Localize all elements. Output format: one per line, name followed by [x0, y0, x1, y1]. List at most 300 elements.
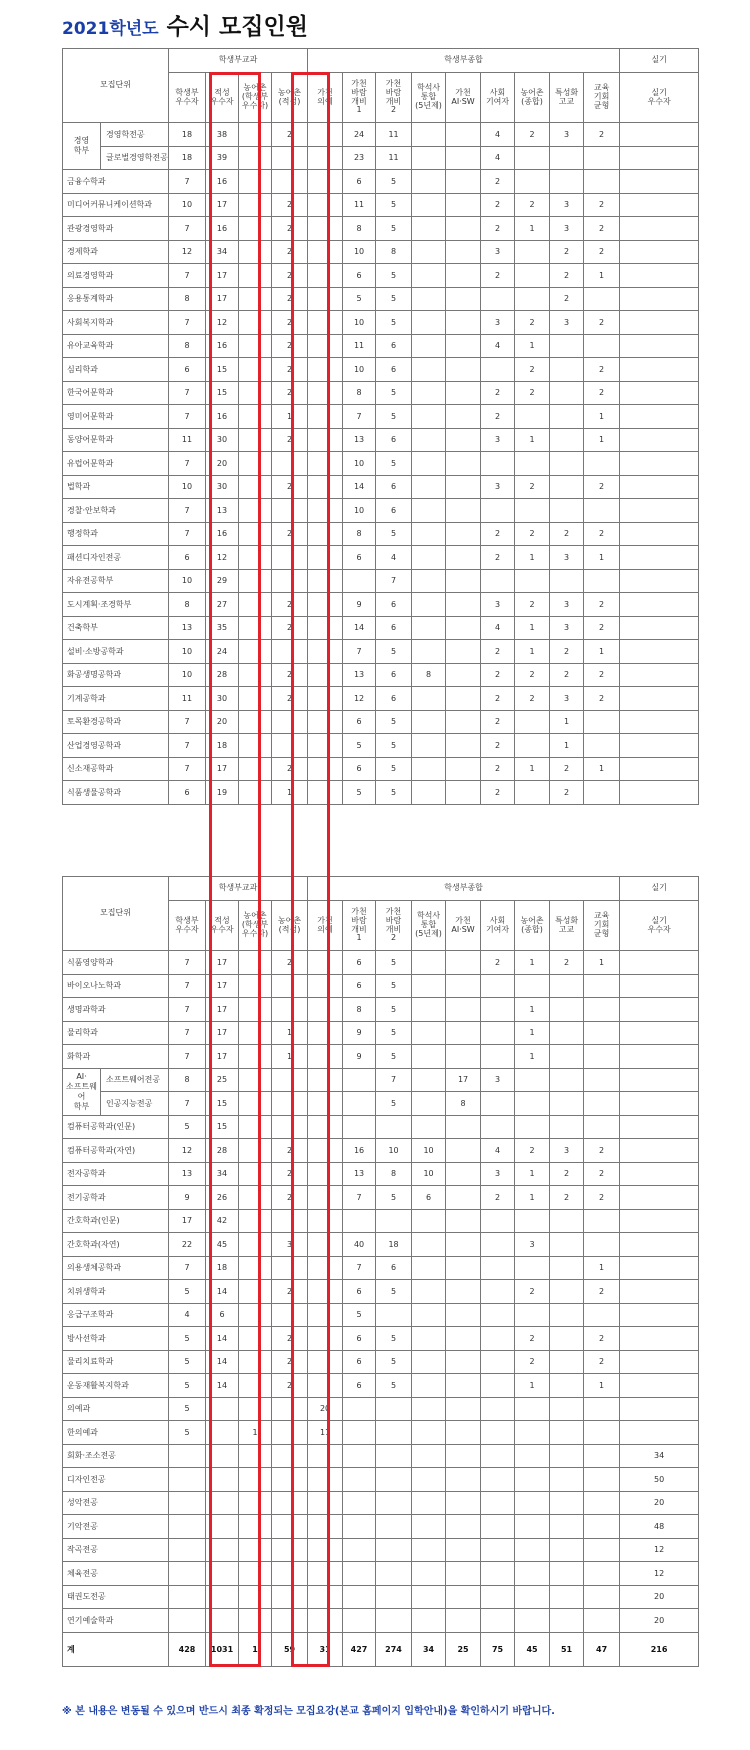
row-value — [376, 1444, 412, 1468]
header-col: 가천 바람 개비 2 — [376, 901, 412, 951]
row-value: 2 — [515, 311, 550, 335]
row-value: 38 — [206, 123, 239, 147]
row-value — [206, 1491, 239, 1515]
row-value: 2 — [550, 1162, 584, 1186]
row-value — [343, 1092, 376, 1116]
row-value — [584, 334, 620, 358]
row-value: 30 — [206, 687, 239, 711]
row-value — [550, 1327, 584, 1351]
row-value — [308, 1233, 343, 1257]
row-value — [446, 499, 481, 523]
row-value — [376, 1115, 412, 1139]
row-value — [412, 1045, 446, 1069]
row-value: 6 — [376, 593, 412, 617]
row-value: 2 — [550, 757, 584, 781]
row-value: 6 — [343, 546, 376, 570]
row-value: 2 — [550, 1186, 584, 1210]
row-value: 13 — [206, 499, 239, 523]
table-row — [63, 1609, 699, 1633]
row-value: 1 — [584, 757, 620, 781]
row-value: 6 — [376, 687, 412, 711]
row-name: 글로벌경영학전공 — [101, 146, 169, 170]
row-value: 7 — [169, 757, 206, 781]
row-value: 17 — [206, 998, 239, 1022]
row-value — [412, 499, 446, 523]
row-value — [515, 264, 550, 288]
row-value — [481, 1021, 515, 1045]
row-value — [515, 1397, 550, 1421]
row-value: 2 — [272, 193, 308, 217]
row-name: 작곡전공 — [63, 1538, 169, 1562]
row-value — [412, 1421, 446, 1445]
row-value: 5 — [343, 287, 376, 311]
row-value: 1 — [515, 334, 550, 358]
row-value: 2 — [272, 1374, 308, 1398]
row-value — [620, 1209, 699, 1233]
row-value — [446, 1045, 481, 1069]
table-row — [63, 974, 699, 998]
row-value: 3 — [550, 593, 584, 617]
row-value: 5 — [376, 757, 412, 781]
row-value — [446, 687, 481, 711]
header-col: 실기 우수자 — [620, 73, 699, 123]
row-value — [343, 569, 376, 593]
row-value — [584, 1562, 620, 1586]
row-value — [343, 1515, 376, 1539]
row-value: 2 — [481, 381, 515, 405]
row-name: 간호학과(인문) — [63, 1209, 169, 1233]
row-value — [169, 1515, 206, 1539]
row-value — [584, 1045, 620, 1069]
row-value: 3 — [481, 428, 515, 452]
row-value: 8 — [169, 334, 206, 358]
row-value: 6 — [343, 974, 376, 998]
header-col: 교육 기회 균형 — [584, 901, 620, 951]
row-name: 물리학과 — [63, 1021, 169, 1045]
row-name: 산업경영공학과 — [63, 734, 169, 758]
row-value: 2 — [550, 951, 584, 975]
row-value — [620, 358, 699, 382]
row-value — [308, 1092, 343, 1116]
row-value — [515, 569, 550, 593]
row-value: 2 — [584, 1327, 620, 1351]
row-value: 10 — [412, 1162, 446, 1186]
row-value: 6 — [376, 616, 412, 640]
row-value: 2 — [584, 358, 620, 382]
row-value: 48 — [620, 1515, 699, 1539]
row-value — [239, 334, 272, 358]
row-value — [239, 1233, 272, 1257]
table-row — [63, 1491, 699, 1515]
row-value: 17 — [206, 951, 239, 975]
row-value — [239, 998, 272, 1022]
row-value — [446, 287, 481, 311]
row-value — [446, 663, 481, 687]
row-value — [550, 1233, 584, 1257]
row-value: 2 — [584, 522, 620, 546]
row-value — [308, 1186, 343, 1210]
row-value — [412, 381, 446, 405]
row-value — [308, 757, 343, 781]
row-value — [620, 428, 699, 452]
row-name: 바이오나노학과 — [63, 974, 169, 998]
row-value: 6 — [343, 170, 376, 194]
row-value: 19 — [206, 781, 239, 805]
row-value — [376, 1538, 412, 1562]
row-value: 20 — [206, 710, 239, 734]
row-value — [272, 640, 308, 664]
row-value: 13 — [169, 1162, 206, 1186]
table-row — [63, 1139, 699, 1163]
row-value: 2 — [481, 217, 515, 241]
row-value — [446, 358, 481, 382]
row-value: 2 — [584, 311, 620, 335]
row-value: 20 — [620, 1609, 699, 1633]
row-value: 2 — [272, 1162, 308, 1186]
row-value — [308, 1327, 343, 1351]
header-col: 농어촌 (종합) — [515, 901, 550, 951]
row-value — [550, 1092, 584, 1116]
row-value: 2 — [272, 1186, 308, 1210]
row-value — [308, 1538, 343, 1562]
header-col: 실기 우수자 — [620, 901, 699, 951]
row-value — [376, 1609, 412, 1633]
row-value — [481, 499, 515, 523]
row-name: 의예과 — [63, 1397, 169, 1421]
row-name: 간호학과(자연) — [63, 1233, 169, 1257]
table-row — [63, 334, 699, 358]
row-value — [584, 1515, 620, 1539]
header-col: 사회 기여자 — [481, 901, 515, 951]
total-value: 75 — [481, 1632, 515, 1666]
row-value: 2 — [550, 287, 584, 311]
table-row — [63, 1233, 699, 1257]
row-value — [620, 1115, 699, 1139]
row-value — [515, 1468, 550, 1492]
row-value — [446, 710, 481, 734]
row-name: 전기공학과 — [63, 1186, 169, 1210]
row-name: 방사선학과 — [63, 1327, 169, 1351]
row-value: 1 — [584, 428, 620, 452]
row-value: 2 — [515, 1327, 550, 1351]
row-name: 유럽어문학과 — [63, 452, 169, 476]
row-value: 16 — [206, 170, 239, 194]
row-value — [343, 1468, 376, 1492]
row-value — [239, 146, 272, 170]
row-value — [308, 951, 343, 975]
row-value: 11 — [376, 146, 412, 170]
row-value: 2 — [272, 616, 308, 640]
row-value: 10 — [343, 240, 376, 264]
row-value — [272, 1585, 308, 1609]
row-value: 15 — [206, 381, 239, 405]
row-value — [412, 1021, 446, 1045]
row-value — [550, 146, 584, 170]
row-name: 인공지능전공 — [101, 1092, 169, 1116]
table-row — [63, 663, 699, 687]
row-value: 2 — [515, 522, 550, 546]
row-value: 22 — [169, 1233, 206, 1257]
row-value: 2 — [481, 640, 515, 664]
header-col: 학생부 우수자 — [169, 901, 206, 951]
row-value: 3 — [550, 217, 584, 241]
row-value: 6 — [206, 1303, 239, 1327]
table-row — [63, 452, 699, 476]
table-row — [63, 1585, 699, 1609]
header-col: 학석사 통합 (5년제) — [412, 73, 446, 123]
row-value — [550, 1515, 584, 1539]
row-value: 8 — [376, 240, 412, 264]
row-value: 20 — [308, 1397, 343, 1421]
row-value: 10 — [343, 452, 376, 476]
row-value: 18 — [169, 146, 206, 170]
row-value: 2 — [515, 1139, 550, 1163]
row-value — [272, 170, 308, 194]
row-value — [272, 1421, 308, 1445]
row-value — [584, 781, 620, 805]
table-row — [63, 405, 699, 429]
total-value: 427 — [343, 1632, 376, 1666]
row-value — [584, 1491, 620, 1515]
row-value — [308, 522, 343, 546]
row-value — [446, 1115, 481, 1139]
row-value — [446, 1397, 481, 1421]
row-value — [308, 1162, 343, 1186]
row-value: 7 — [169, 522, 206, 546]
row-value: 7 — [169, 710, 206, 734]
row-value — [308, 1280, 343, 1304]
row-value: 7 — [169, 734, 206, 758]
row-value — [376, 1585, 412, 1609]
row-value — [446, 616, 481, 640]
row-value: 14 — [206, 1280, 239, 1304]
row-value — [481, 1468, 515, 1492]
row-value — [550, 1068, 584, 1092]
row-name: 전자공학과 — [63, 1162, 169, 1186]
row-value — [272, 998, 308, 1022]
row-value — [620, 217, 699, 241]
row-value — [550, 569, 584, 593]
row-value: 2 — [481, 170, 515, 194]
row-value — [239, 475, 272, 499]
row-name: 미디어커뮤니케이션학과 — [63, 193, 169, 217]
title-main: 수시 모집인원 — [166, 14, 308, 40]
row-value: 1 — [515, 757, 550, 781]
row-value — [412, 998, 446, 1022]
row-value — [308, 405, 343, 429]
row-value — [412, 951, 446, 975]
row-value — [239, 358, 272, 382]
row-value: 5 — [343, 1303, 376, 1327]
total-value: 274 — [376, 1632, 412, 1666]
row-value — [550, 1538, 584, 1562]
row-value — [206, 1444, 239, 1468]
row-value — [620, 499, 699, 523]
row-value — [412, 405, 446, 429]
row-value: 2 — [272, 311, 308, 335]
row-value: 5 — [169, 1115, 206, 1139]
row-value — [550, 974, 584, 998]
row-value — [239, 1209, 272, 1233]
row-value — [272, 1468, 308, 1492]
row-value: 5 — [343, 734, 376, 758]
table-row — [63, 358, 699, 382]
row-value — [620, 546, 699, 570]
row-value — [620, 569, 699, 593]
row-value: 5 — [376, 405, 412, 429]
row-value — [550, 1421, 584, 1445]
row-value — [481, 1256, 515, 1280]
row-value — [446, 1562, 481, 1586]
row-value — [446, 951, 481, 975]
row-value: 4 — [481, 616, 515, 640]
row-value: 6 — [169, 781, 206, 805]
row-value — [412, 1444, 446, 1468]
table-row — [63, 240, 699, 264]
table-row — [63, 781, 699, 805]
admission-table-1 — [62, 48, 699, 805]
header-col: 특성화 고교 — [550, 73, 584, 123]
row-name: 설비·소방공학과 — [63, 640, 169, 664]
total-value: 216 — [620, 1632, 699, 1666]
row-value: 8 — [376, 1162, 412, 1186]
row-value — [272, 1256, 308, 1280]
row-value: 18 — [169, 123, 206, 147]
row-value — [308, 1609, 343, 1633]
row-value — [515, 452, 550, 476]
row-value: 4 — [481, 1139, 515, 1163]
row-value — [239, 640, 272, 664]
row-value — [515, 1444, 550, 1468]
row-value: 2 — [481, 734, 515, 758]
row-value — [272, 569, 308, 593]
row-value: 3 — [550, 193, 584, 217]
row-value — [515, 1585, 550, 1609]
row-value — [308, 1444, 343, 1468]
row-value: 7 — [343, 1186, 376, 1210]
row-value: 1 — [584, 546, 620, 570]
row-value: 8 — [343, 998, 376, 1022]
row-value — [550, 1444, 584, 1468]
row-value: 45 — [206, 1233, 239, 1257]
row-value — [620, 123, 699, 147]
row-value: 5 — [376, 1280, 412, 1304]
row-value: 17 — [206, 193, 239, 217]
row-value: 17 — [169, 1209, 206, 1233]
row-value: 1 — [515, 1045, 550, 1069]
row-value — [239, 264, 272, 288]
row-value: 18 — [206, 1256, 239, 1280]
row-value — [412, 1327, 446, 1351]
row-value: 7 — [169, 1092, 206, 1116]
row-value — [446, 240, 481, 264]
row-value: 7 — [169, 499, 206, 523]
row-value — [239, 710, 272, 734]
row-value: 5 — [376, 1045, 412, 1069]
row-value — [481, 1374, 515, 1398]
row-value — [272, 1515, 308, 1539]
row-value — [481, 1327, 515, 1351]
row-value — [412, 1115, 446, 1139]
row-value — [272, 1303, 308, 1327]
row-value: 28 — [206, 1139, 239, 1163]
row-value — [446, 1515, 481, 1539]
row-value — [412, 1515, 446, 1539]
row-value — [584, 1468, 620, 1492]
table-row — [63, 428, 699, 452]
row-value — [412, 240, 446, 264]
row-value — [412, 1233, 446, 1257]
row-value — [239, 1280, 272, 1304]
row-value — [239, 405, 272, 429]
row-value — [308, 1209, 343, 1233]
row-value: 39 — [206, 146, 239, 170]
row-value: 2 — [272, 264, 308, 288]
row-value: 2 — [584, 475, 620, 499]
row-value — [412, 1092, 446, 1116]
row-value — [169, 1585, 206, 1609]
row-value: 2 — [515, 193, 550, 217]
header-col: 농어촌 (적성) — [272, 73, 308, 123]
admission-table-2 — [62, 876, 699, 1667]
row-value — [308, 1491, 343, 1515]
row-value — [239, 1397, 272, 1421]
row-value: 2 — [272, 593, 308, 617]
row-value — [446, 311, 481, 335]
table-row — [63, 1444, 699, 1468]
row-value — [515, 1421, 550, 1445]
row-value: 16 — [206, 334, 239, 358]
row-value — [239, 123, 272, 147]
row-value — [412, 781, 446, 805]
row-value — [206, 1562, 239, 1586]
row-value: 2 — [481, 687, 515, 711]
row-value: 3 — [550, 311, 584, 335]
row-value — [446, 123, 481, 147]
row-value: 2 — [584, 616, 620, 640]
row-value: 10 — [343, 358, 376, 382]
row-value — [308, 734, 343, 758]
row-value — [481, 1515, 515, 1539]
row-value — [308, 687, 343, 711]
row-value — [308, 1256, 343, 1280]
row-value: 6 — [343, 951, 376, 975]
row-value — [446, 1327, 481, 1351]
row-value — [584, 1303, 620, 1327]
header-unit: 모집단위 — [63, 877, 169, 951]
row-value: 5 — [376, 452, 412, 476]
row-value — [620, 781, 699, 805]
row-value — [206, 1515, 239, 1539]
row-value: 2 — [272, 217, 308, 241]
header-unit: 모집단위 — [63, 49, 169, 123]
row-value: 17 — [206, 1045, 239, 1069]
row-value: 10 — [343, 499, 376, 523]
row-value — [515, 1256, 550, 1280]
row-value — [550, 1209, 584, 1233]
row-value — [481, 1585, 515, 1609]
row-value — [620, 998, 699, 1022]
row-value: 17 — [206, 264, 239, 288]
row-value — [239, 287, 272, 311]
row-value: 34 — [206, 240, 239, 264]
row-value: 30 — [206, 475, 239, 499]
row-value — [620, 381, 699, 405]
row-value — [412, 974, 446, 998]
row-value: 12 — [343, 687, 376, 711]
row-value — [481, 1209, 515, 1233]
row-value: 6 — [343, 264, 376, 288]
